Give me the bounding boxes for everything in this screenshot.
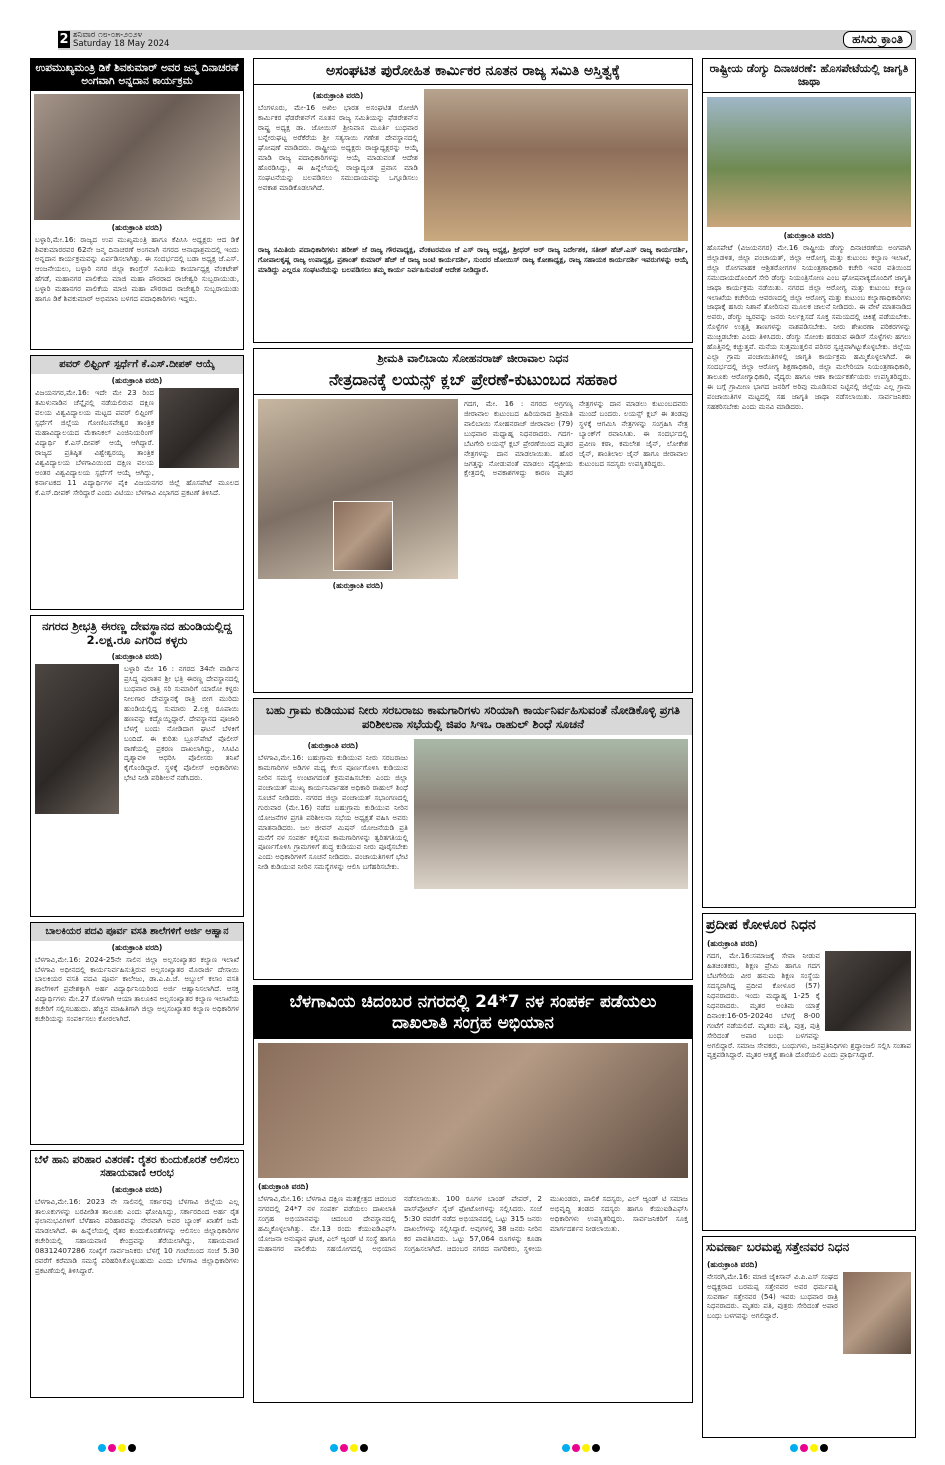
article-dateline: (ಹುರುಕ್ರಾಂತಿ ವರದಿ) bbox=[258, 1182, 309, 1192]
article-eye-donation bbox=[253, 348, 693, 693]
article-water-supply-review bbox=[253, 698, 693, 980]
article-title: ಅಸಂಘಟಿತ ಪುರೋಹಿತ ಕಾರ್ಮಿಕರ ನೂತನ ರಾಜ್ಯ ಸಮಿತಿ ಅಸ್ತಿತ್ವಕ್ಕೆ bbox=[254, 59, 692, 85]
article-photo-wrap bbox=[258, 399, 458, 671]
article-body-text: ವಿಜಯನಗರ,ಮೇ.16: ಇದೇ ಮೇ 23 ರಿಂದ ತಮಿಳುನಾಡಿನ ಚೆನ್ನೈನಲ್ಲಿ ನಡೆಯಲಿರುವ ದಕ್ಷಿಣ ವಲಯ ವಿಶ್ವವಿದ್ಯಾಲಯ ಮಟ್ಟದ ಪವರ್ ಲಿಫ್ಟಿಂಗ್ ಸ್ಪರ್ಧೆಗೆ ಜಿಲ್ಲೆಯ ಗೋಣಿಬಸವೇಶ್ವರ ತಾಂತ್ರಿಕ ಮಹಾವಿದ್ಯಾಲಯದ ಮೆಕಾನಿಕಲ್ ಎಂಜಿನಿಯರಿಂಗ್ ವಿದ್ಯಾರ್ಥಿ ಕೆ.ಎಸ್.ದೀಪಕ್ ಆಯ್ಕೆ ಆಗಿದ್ದಾರೆ. ರಾಜ್ಯದ ಪ್ರತಿಷ್ಠಿತ ವಿಶ್ವೇಶ್ವರಯ್ಯ ತಾಂತ್ರಿಕ ವಿಶ್ವವಿದ್ಯಾಲಯ ಬೆಳಗಾವಿಯಿಂದ ದಕ್ಷಿಣ ವಲಯ ಅಂತರ ವಿಶ್ವವಿದ್ಯಾಲಯ ಸ್ಪರ್ಧೆಗೆ ಆಯ್ಕೆ ಆಗಿದ್ದು, ಕರ್ನಾಟಕದ 11 ವಿದ್ಯಾರ್ಥಿಗಳ ಪೈಕಿ ವಿಜಯನಗರ ಜಿಲ್ಲೆ ಹೊಸಪೇಟೆ ಮೂಲದ ಕೆ.ಎಸ್.ದೀಪಕ್ ಸೇರಿದ್ದಾರೆ ಎಂದು ವಿಟಿಯು ಬೆಳಗಾವಿ ವಿಭಾಗದ ಪ್ರಕಟಣೆ ತಿಳಿಸಿದೆ. bbox=[35, 388, 239, 497]
column-center bbox=[253, 58, 693, 1403]
pradeep-portrait bbox=[825, 951, 911, 1031]
article-body bbox=[703, 951, 915, 1221]
article-suvarna-obituary bbox=[702, 1236, 916, 1438]
article-content bbox=[254, 395, 692, 675]
article-body bbox=[703, 1272, 915, 1432]
article-top bbox=[254, 85, 692, 245]
article-dateline: (ಹುರುಕ್ರಾಂತಿ ವರದಿ) bbox=[707, 1259, 758, 1269]
article-dateline: (ಹುರುಕ್ರಾಂತಿ ವರದಿ) bbox=[307, 741, 359, 751]
section-title: ಹಸಿರು ಕ್ರಾಂತಿ bbox=[843, 31, 912, 48]
article-annadana bbox=[30, 58, 244, 350]
article-title: ಬಾಲಕಿಯರ ಪದವಿ ಪೂರ್ವ ವಸತಿ ಶಾಲೆಗಳಿಗೆ ಅರ್ಜಿ ಆಹ್ವಾನ bbox=[31, 923, 243, 941]
column-right bbox=[702, 58, 916, 1438]
article-body: ಬೆಳಗಾವಿ,ಮೇ.16: 2023 ನೇ ಸಾಲಿನಲ್ಲಿ ಸರ್ಕಾರವು ಬೆಳಗಾವಿ ಜಿಲ್ಲೆಯ ಎಲ್ಲ ತಾಲೂಕುಗಳನ್ನು ಬರಪೀಡಿತ ತಾಲೂಕು ಎಂದು ಘೋಷಿಸಿದ್ದು, ಸರ್ಕಾರದಿಂದ ಅರ್ಹ ರೈತ ಫಲಾನುಭವಿಗಳಿಗೆ ಬೆಳೆಹಾನಿ ಪರಿಹಾರವನ್ನು ನೇರವಾಗಿ ಅವರ ಬ್ಯಾಂಕ್ ಖಾತೆಗೆ ಜಮೆ ಮಾಡಲಾಗಿದೆ. ಈ ಹಿನ್ನೆಲೆಯಲ್ಲಿ ರೈತರ ಕುಂದುಕೊರತೆಗಳನ್ನು ಆಲಿಸಲು ಜಿಲ್ಲಾಧಿಕಾರಿಗಳ ಕಚೇರಿಯಲ್ಲಿ ಸಹಾಯವಾಣಿ ಕೇಂದ್ರವನ್ನು ತೆರೆಯಲಾಗಿದ್ದು, ಸಹಾಯವಾಣಿ 08312407286 ಸಂಖ್ಯೆಗೆ ಸಾರ್ವಜನಿಕರು ಬೆಳಗ್ಗೆ 10 ಗಂಟೆಯಿಂದ ಸಂಜೆ 5.30 ರವರೆಗೆ ಕರೆಮಾಡಿ ಸಮಸ್ಯೆ ಪರಿಹರಿಸಿಕೊಳ್ಳಬಹುದು ಎಂದು ಬೆಳಗಾವಿ ಜಿಲ್ಲಾಧಿಕಾರಿಗಳು ಪ್ರಕಟಣೆಯಲ್ಲಿ ತಿಳಿಸಿದ್ದಾರೆ. bbox=[35, 1196, 239, 1276]
article-dateline: (ಹುರುಕ್ರಾಂತಿ ವರದಿ) bbox=[783, 230, 835, 240]
article-title: ಪ್ರದೀಪ ಕೋಳೂರ ನಿಧನ bbox=[706, 917, 816, 933]
article-temple-theft bbox=[30, 615, 244, 917]
drive-photo bbox=[258, 1043, 688, 1178]
article-purohita-samiti bbox=[253, 58, 693, 343]
article-body: ಹೊಸಪೇಟೆ (ವಿಜಯನಗರ) ಮೇ.16 ರಾಷ್ಟ್ರೀಯ ಡೆಂಗ್ಯು ದಿನಾಚರಣೆಯ ಅಂಗವಾಗಿ ಜಿಲ್ಲಾಡಳಿತ, ಜಿಲ್ಲಾ ಪಂಚಾಯತ್, ಜಿಲ್ಲಾ ಆರೋಗ್ಯ ಮತ್ತು ಕುಟುಂಬ ಕಲ್ಯಾಣ ಇಲಾಖೆ, ಜಿಲ್ಲಾ ರೋಗವಾಹಕ ಆಶ್ರಿತರೋಗಗಳ ನಿಯಂತ್ರಣಾಧಿಕಾರಿ ಕಚೇರಿ ಇವರ ವತಿಯಿಂದ ಸಮುದಾಯದೊಂದಿಗೆ ಸೇರಿ ಡೆಂಗ್ಯು ನಿಯಂತ್ರಿಸೋಣ ಎಂಬ ಘೋಷವಾಕ್ಯದೊಂದಿಗೆ ಜಾಗೃತಿ ಜಾಥಾ ಕಾರ್ಯಕ್ರಮ ನಡೆಯಿತು. ನಗರದ ಜಿಲ್ಲಾ ಆರೋಗ್ಯ ಮತ್ತು ಕುಟುಂಬ ಕಲ್ಯಾಣ ಇಲಾಖೆಯ ಕಚೇರಿಯ ಆವರಣದಲ್ಲಿ ಜಿಲ್ಲಾ ಆರೋಗ್ಯ ಮತ್ತು ಕುಟುಂಬ ಕಲ್ಯಾಣಾಧಿಕಾರಿಗಳು ಜಾಥಾಕ್ಕೆ ಹಸಿರು ನಿಶಾನೆ ತೋರಿಸುವ ಮೂಲಕ ಚಾಲನೆ ನೀಡಿದರು. ಈ ವೇಳೆ ಮಾತನಾಡಿದ ಅವರು, ಡೆಂಗ್ಯು ಜ್ವರವನ್ನು ಜನರು ನಿರ್ಲಕ್ಷಿಸದೆ ಸೂಕ್ತ ಸಮಯದಲ್ಲಿ ಚಿಕಿತ್ಸೆ ಪಡೆಯಬೇಕು. ಸೊಳ್ಳೆಗಳ ಉತ್ಪತ್ತಿ ತಾಣಗಳನ್ನು ನಾಶಪಡಿಸಬೇಕು. ನೀರು ಶೇಖರಣಾ ಪರಿಕರಗಳನ್ನು ಮುಚ್ಚಿಡಬೇಕು ಎಂದು ತಿಳಿಸಿದರು. ಡೆಂಗ್ಯು ಸೋಂಕು ಹರಡುವ ಈಡಿಸ್ ಸೊಳ್ಳೆಗಳು ಹಗಲು ಹೊತ್ತಿನಲ್ಲಿ ಕಚ್ಚುತ್ತವೆ. ಮನೆಯ ಸುತ್ತಮುತ್ತಲಿನ ಪರಿಸರ ಸ್ವಚ್ಛವಾಗಿಟ್ಟುಕೊಳ್ಳಬೇಕು. ಜಿಲ್ಲೆಯ ಎಲ್ಲಾ ಗ್ರಾಮ ಪಂಚಾಯಿತಿಗಳಲ್ಲಿ ಜಾಗೃತಿ ಕಾರ್ಯಕ್ರಮ ಹಮ್ಮಿಕೊಳ್ಳಲಾಗಿದೆ. ಈ ಸಂದರ್ಭದಲ್ಲಿ ಜಿಲ್ಲಾ ಆರೋಗ್ಯ ಶಿಕ್ಷಣಾಧಿಕಾರಿ, ಜಿಲ್ಲಾ ಮಲೇರಿಯಾ ನಿಯಂತ್ರಣಾಧಿಕಾರಿ, ತಾಲೂಕು ಆರೋಗ್ಯಾಧಿಕಾರಿ, ವೈದ್ಯರು ಹಾಗೂ ಆಶಾ ಕಾರ್ಯಕರ್ತೆಯರು ಉಪಸ್ಥಿತರಿದ್ದರು. ಈ ಬಗ್ಗೆ ಗ್ರಾಮೀಣ ಭಾಗದ ಜನರಿಗೆ ಅರಿವು ಮೂಡಿಸುವ ನಿಟ್ಟಿನಲ್ಲಿ ಜಿಲ್ಲೆಯ ಎಲ್ಲ ಗ್ರಾಮ ಪಂಚಾಯಿತಿಗಳ ಮಟ್ಟದಲ್ಲಿ ಸಹ ಜಾಗೃತಿ ಜಾಥಾ ನಡೆಸಲಾಯಿತು. ಸಾರ್ವಜನಿಕರು ಸಹಕರಿಸಬೇಕು ಎಂದು ಮನವಿ ಮಾಡಿದರು. bbox=[707, 242, 911, 411]
article-body-text: ಬಳ್ಳಾರಿ ಮೇ 16 : ನಗರದ 34ನೇ ವಾರ್ಡಿನ ಪ್ರಸಿದ್ಧ ಪುರಾತನ ಶ್ರೀ ಭತ್ರಿ ಈರಣ್ಣ ದೇವಸ್ಥಾನದಲ್ಲಿ ಬುಧವಾರ ರಾತ್ರಿ ಸರಿ ಸುಮಾರಿಗೆ ಯಾರೋ ಕಳ್ಳರು ನೀಲಗಾರ ದೇವಸ್ಥಾನಕ್ಕೆ ರಾತ್ರಿ ಬೀಗ ಮುರಿದು ಹುಂಡಿಯಲ್ಲಿದ್ದ ಸುಮಾರು 2.ಲಕ್ಷ ರೂಪಾಯಿ ಹಣವನ್ನು ಕದ್ದೊಯ್ದಿದ್ದಾರೆ. ದೇವಸ್ಥಾನದ ಪೂಜಾರಿ ಬೆಳಗ್ಗೆ ಬಂದು ನೋಡಿದಾಗ ಘಟನೆ ಬೆಳಕಿಗೆ ಬಂದಿದೆ. ಈ ಕುರಿತು ಬ್ರೂಸ್‌ಪೇಟೆ ಪೊಲೀಸ್ ಠಾಣೆಯಲ್ಲಿ ಪ್ರಕರಣ ದಾಖಲಾಗಿದ್ದು, ಸಿಸಿಟಿವಿ ದೃಶ್ಯಾವಳಿ ಆಧರಿಸಿ ಪೊಲೀಸರು ತನಿಖೆ ಕೈಗೊಂಡಿದ್ದಾರೆ. ಸ್ಥಳಕ್ಕೆ ಪೊಲೀಸ್ ಅಧಿಕಾರಿಗಳು ಭೇಟಿ ನೀಡಿ ಪರಿಶೀಲನೆ ನಡೆಸಿದರು. bbox=[124, 664, 239, 783]
article-girls-hostel bbox=[30, 922, 244, 1145]
article-dateline: (ಹುರುಕ್ರಾಂತಿ ವರದಿ) bbox=[111, 376, 163, 386]
article-body: ಗದಗ, ಮೇ. 16 : ನಗರದ ಅಗ್ರಗಣ್ಯ ಜೀರಾವಾಲ ಕುಟುಂಬದ ಹಿರಿಯರಾದ ಶ್ರೀಮತಿ ವಾಲಿಬಾಯಿ ಸೋಹನರಾಜ್ ಜೀರಾವಾಲ (79) ಬುಧವಾರ ಮಧ್ಯಾಹ್ನ ನಿಧನರಾದರು. ಗದಗ-ಬೆಟಗೇರಿ ಲಯನ್ಸ್ ಕ್ಲಬ್ ಪ್ರೇರಣೆಯಿಂದ ಮೃತರ ನೇತ್ರಗಳನ್ನು ದಾನ ಮಾಡಲಾಯಿತು. ಹೊರ ಜಗತ್ತನ್ನು ನೋಡುವಂತೆ ಮಾಡಲು ವೈದ್ಯಕೀಯ ಕ್ಷೇತ್ರದಲ್ಲಿ ಅವಕಾಶಗಳಿದ್ದು ಕಾರಣ ಮೃತರ ನೇತ್ರಗಳನ್ನು ದಾನ ಮಾಡಲು ಕುಟುಂಬದವರು ಮುಂದೆ ಬಂದರು. ಲಯನ್ಸ್ ಕ್ಲಬ್ ಈ ತಂಡವು ಸ್ಥಳಕ್ಕೆ ಆಗಮಿಸಿ ನೇತ್ರಗಳನ್ನು ಸಂಗ್ರಹಿಸಿ ನೇತ್ರ ಬ್ಯಾಂಕ್‌ಗೆ ರವಾನಿಸಿತು. ಈ ಸಂದರ್ಭದಲ್ಲಿ ಪ್ರವೀಣ ಕಠಾ, ಕಮಲೇಶ ಜೈನ್, ಲೋಕೇಶ ಜೈನ್, ಶಾಂತಿಲಾಲ ಜೈನ್ ಹಾಗೂ ಜೀರಾವಾಲ ಕುಟುಂಬದ ಸದಸ್ಯರು ಉಪಸ್ಥಿತರಿದ್ದರು. bbox=[464, 398, 688, 478]
cctv-photo bbox=[35, 664, 119, 814]
article-title: ನೇತ್ರದಾನಕ್ಕೆ ಲಯನ್ಸ್ ಕ್ಲಬ್ ಪ್ರೇರಣೆ-ಕುಟುಂಬದ ಸಹಕಾರ bbox=[254, 368, 692, 395]
article-body bbox=[31, 664, 243, 922]
article-body: ಬಳ್ಳಾರಿ,ಮೇ.16: ರಾಜ್ಯದ ಉಪ ಮುಖ್ಯಮಂತ್ರಿ ಹಾಗೂ ಕೆಪಿಸಿಸಿ ಅಧ್ಯಕ್ಷರು ಆದ ಡಿಕೆ ಶಿವಕುಮಾರರವರ 62ನೇ ಜನ್ಮ ದಿನಾಚರಣೆ ಅಂಗವಾಗಿ ನಗರದ ಆನಾಥಾಶ್ರಮದಲ್ಲಿ ಇಂದು ಅನ್ನದಾನ ಕಾರ್ಯಕ್ರಮವನ್ನು ಏರ್ಪಡಿಸಲಾಗಿತ್ತು. ಈ ಸಂದರ್ಭದಲ್ಲಿ ಬಡಾ ಅಧ್ಯಕ್ಷ ಜೆ.ಎಸ್. ಆಂಜನೇಯಲು, ಬಳ್ಳಾರಿ ನಗರ ಜಿಲ್ಲಾ ಕಾಂಗ್ರೆಸ್ ಸಮಿತಿಯ ಕಾರ್ಯಾಧ್ಯಕ್ಷ ವೆಂಕಟೇಶ್ ಹೆಗಡೆ, ಮಹಾನಗರ ಪಾಲಿಕೆಯ ಮಾಜಿ ಮಹಾ ಪೌರರಾದ ರಾಜೇಶ್ವರಿ ಸುಬ್ಬರಾಯುಡು, ಬಳ್ಳಾರಿ ಮಹಾನಗರ ಪಾಲಿಕೆಯ ಮಾಜಿ ಮಹಾ ಪೌರರಾದ ರಾಜೇಶ್ವರಿ ಸುಬ್ಬರಾಯುಡು ಹಾಗೂ ಡಿಕೆ ಶಿವಕುಮಾರ್ ಅಭಿಮಾನಿ ಬಳಗದ ಪದಾಧಿಕಾರಿಗಳು ಇದ್ದರು. bbox=[35, 234, 239, 304]
article-title: ಬೆಳೆ ಹಾನಿ ಪರಿಹಾರ ವಿತರಣೆ: ರೈತರ ಕುಂದುಕೊರತೆ ಆಲಿಸಲು ಸಹಾಯವಾಣಿ ಆರಂಭ bbox=[34, 1154, 240, 1179]
article-title: ಉಪಮುಖ್ಯಮಂತ್ರಿ ಡಿಕೆ ಶಿವಕುಮಾರ್ ಅವರ ಜನ್ಮ ದಿನಾಚರಣೆ ಅಂಗವಾಗಿ ಅನ್ನದಾನ ಕಾರ್ಯಕ್ರಮ bbox=[31, 59, 243, 91]
lions-club-photo bbox=[258, 399, 458, 579]
print-registration-marks bbox=[562, 1444, 602, 1455]
article-dengue-day bbox=[702, 58, 916, 908]
article-dateline: (ಹುರುಕ್ರಾಂತಿ ವರದಿ) bbox=[111, 652, 163, 662]
suvarna-portrait bbox=[843, 1272, 911, 1354]
portrait-photo bbox=[159, 388, 239, 468]
article-text-left bbox=[258, 739, 408, 975]
article-body bbox=[31, 388, 243, 610]
awareness-rally-photo bbox=[707, 97, 911, 227]
header-date-kannada: ಶನಿವಾರ ೧೮-೦೫-೨೦೨೪ bbox=[73, 30, 143, 40]
deceased-portrait bbox=[333, 501, 393, 571]
article-title: ಸುವರ್ಣಾ ಬರಮಪ್ಪ ಸತ್ತೇನವರ ನಿಧನ bbox=[706, 1240, 850, 1254]
column-left bbox=[30, 58, 244, 1398]
print-registration-marks bbox=[98, 1444, 138, 1455]
article-title: ರಾಷ್ಟ್ರೀಯ ಡೆಂಗ್ಯು ದಿನಾಚರಣೆ: ಹೊಸಪೇಟೆಯಲ್ಲಿ ಜಾಗೃತಿ ಜಾಥಾ bbox=[703, 59, 915, 93]
header-date-english: Saturday 18 May 2024 bbox=[73, 39, 170, 49]
article-body: ಬೆಳಗಾವಿ,ಮೇ.16: 2024-25ನೇ ಸಾಲಿನ ಜಿಲ್ಲಾ ಅಲ್ಪಸಂಖ್ಯಾತರ ಕಲ್ಯಾಣ ಇಲಾಖೆ ಬೆಳಗಾವಿ ಅಧೀನದಲ್ಲಿ ಕಾರ್ಯನಿರ್ವಹಿಸುತ್ತಿರುವ ಅಲ್ಪಸಂಖ್ಯಾತರ ಮೊರಾರ್ಜಿ ದೇಸಾಯಿ ಬಾಲಕಿಯರ ವಸತಿ ಪದವಿ ಪೂರ್ವ ಕಾಲೇಜು, ಡಾ.ಎ.ಪಿ.ಜೆ. ಅಬ್ದುಲ್ ಕಲಾಂ ವಸತಿ ಶಾಲೆಗಳಿಗೆ ಪ್ರವೇಶಕ್ಕಾಗಿ ಅರ್ಹ ವಿದ್ಯಾರ್ಥಿನಿಯರಿಂದ ಅರ್ಜಿ ಆಹ್ವಾನಿಸಲಾಗಿದೆ. ಆಸಕ್ತ ವಿದ್ಯಾರ್ಥಿಗಳು ಮೇ.27 ರೊಳಗಾಗಿ ಆಯಾ ತಾಲೂಕಿನ ಅಲ್ಪಸಂಖ್ಯಾತರ ಕಲ್ಯಾಣ ಇಲಾಖೆಯ ಕಚೇರಿಗೆ ಸಲ್ಲಿಸಬಹುದು. ಹೆಚ್ಚಿನ ಮಾಹಿತಿಗಾಗಿ ಜಿಲ್ಲಾ ಅಲ್ಪಸಂಖ್ಯಾತರ ಕಲ್ಯಾಣ ಅಧಿಕಾರಿಗಳ ಕಚೇರಿಯನ್ನು ಸಂಪರ್ಕಿಸಲು ಕೋರಲಾಗಿದೆ. bbox=[35, 954, 239, 1024]
article-dateline: (ಹುರುಕ್ರಾಂತಿ ವರದಿ) bbox=[312, 91, 364, 101]
article-pradeep-obituary bbox=[702, 913, 916, 1231]
article-dateline: (ಹುರುಕ್ರಾಂತಿ ವರದಿ) bbox=[111, 942, 163, 952]
article-water-connection-drive bbox=[253, 985, 693, 1403]
header-bar bbox=[58, 30, 916, 50]
print-registration-marks bbox=[330, 1444, 370, 1455]
article-subtitle: ಶ್ರೀಮತಿ ವಾಲಿಬಾಯಿ ಸೋಹನರಾಜ್ ಜೀರಾವಾಲ ನಿಧನ bbox=[377, 352, 569, 365]
article-body-text: ಗದಗ, ಮೇ.16:ಸಮಾಜಕ್ಕೆ ಸೇವಾ ನೀಡುವ ಹಿತಚಿಂತಕರು, ಶಿಕ್ಷಣ ಪ್ರೇಮಿ ಹಾಗೂ ಗದಗ ಬೆಟಗೇರಿಯ ವೀರ ಹನುಮ ಶಿಕ್ಷಣ ಸಂಸ್ಥೆಯ ಸದಸ್ಯರಾಗಿದ್ದ ಪ್ರದೀಪ ಕೋಳೂರ (57) ನಿಧನರಾದರು. ಇಂದು ಮಧ್ಯಾಹ್ನ 1-25 ಕ್ಕೆ ನಿಧನರಾದರು. ಮೃತರ ಅಂತಿಮ ಯಾತ್ರೆ ದಿನಾಂಕ:16-05-2024ರ ಬೆಳಗ್ಗೆ 8-00 ಗಂಟೆಗೆ ನಡೆಯಲಿದೆ. ಮೃತರು ಪತ್ನಿ, ಪುತ್ರ, ಪುತ್ರಿ ಸೇರಿದಂತೆ ಅಪಾರ ಬಂಧು ಬಳಗವನ್ನು ಅಗಲಿದ್ದಾರೆ. ಸಮಾಜ ಸೇವಕರು, ಬಂಧುಗಳು, ಜನಪ್ರತಿನಿಧಿಗಳು ಶ್ರದ್ಧಾಂಜಲಿ ಸಲ್ಲಿಸಿ ಸಂತಾಪ ವ್ಯಕ್ತಪಡಿಸಿದ್ದಾರೆ. ಮೃತರ ಆತ್ಮಕ್ಕೆ ಶಾಂತಿ ದೊರೆಯಲಿ ಎಂದು ಪ್ರಾರ್ಥಿಸಿದ್ದಾರೆ. bbox=[707, 951, 911, 1060]
article-photo bbox=[34, 94, 240, 220]
print-registration-marks bbox=[790, 1444, 830, 1455]
article-crop-loss-helpline bbox=[30, 1150, 244, 1398]
article-title: ನಗರದ ಶ್ರೀಭತ್ರಿ ಈರಣ್ಣ ದೇವಸ್ಥಾನದ ಹುಂಡಿಯಲ್ಲಿದ್ದ 2.ಲಕ್ಷ.ರೂ ಎಗರಿದ ಕಳ್ಳರು bbox=[42, 619, 232, 648]
article-title: ಬಹು ಗ್ರಾಮ ಕುಡಿಯುವ ನೀರು ಸರಬರಾಜು ಕಾಮಗಾರಿಗಳು ಸರಿಯಾಗಿ ಕಾರ್ಯನಿರ್ವಹಿಸುವಂತೆ ನೋಡಿಕೊಳ್ಳಿ ಪ್ರಗತಿ ಪರಿಶೀಲನಾ ಸಭೆಯಲ್ಲಿ ಜಿಪಂ ಸಿಇಒ ರಾಹುಲ್ ಶಿಂಧೆ ಸೂಚನೆ bbox=[254, 699, 692, 735]
article-dateline: (ಹುರುಕ್ರಾಂತಿ ವರದಿ) bbox=[111, 222, 163, 232]
article-top-text bbox=[258, 89, 418, 241]
article-content bbox=[254, 735, 692, 979]
article-body-text: ನೇಸರಗಿ,ಮೇ.16: ಮಾಜಿ ಜೈಕಿಸಾನ್ ವಿ.ಪಿ.ಎಸ್ ಸಂಘದ ಅಧ್ಯಕ್ಷರಾದ ಬರಮಪ್ಪ ಸತ್ತೇನವರ ಅವರ ಧರ್ಮಪತ್ನಿ ಸುವರ್ಣಾ ಸತ್ತೇನವರ (54) ಇವರು ಬುಧವಾರ ರಾತ್ರಿ ನಿಧನರಾದರು. ಮೃತರು ಪತಿ, ಪುತ್ರರು ಸೇರಿದಂತೆ ಅಪಾರ ಬಂಧು ಬಳಗವನ್ನು ಅಗಲಿದ್ದಾರೆ. bbox=[707, 1271, 838, 1321]
meeting-photo bbox=[414, 739, 688, 889]
article-body: ಬೆಳಗಾವಿ,ಮೇ.16: ಬೆಳಗಾವಿ ದಕ್ಷಿಣ ಮತಕ್ಷೇತ್ರದ ಚಿದಂಬರ ನಗರದಲ್ಲಿ 24*7 ನಳ ಸಂಪರ್ಕ ಪಡೆಯಲು ದಾಖಲಾತಿ ಸಂಗ್ರಹ ಅಭಿಯಾನವನ್ನು ಚಿದಂಬರ ದೇವಸ್ಥಾನದಲ್ಲಿ ಹಮ್ಮಿಕೊಳ್ಳಲಾಗಿತ್ತು. ಮೇ.13 ರಂದು ಕೆಯುಐಡಿಎಫ್‌ಸಿ ಯೋಜನಾ ಅನುಷ್ಠಾನ ಘಟಕ, ಎಲ್ ಆ್ಯಂಡ್ ಟಿ ಸಂಸ್ಥೆ ಹಾಗೂ ಮಹಾನಗರ ಪಾಲಿಕೆಯ ಸಹಯೋಗದಲ್ಲಿ ಅಭಿಯಾನ ನಡೆಸಲಾಯಿತು. 100 ರೂಗಳ ಬಾಂಡ್ ಪೇಪರ್, 2 ಪಾಸ್‌ಪೋರ್ಟ್ ಸೈಜ್ ಫೋಟೋಗಳನ್ನು ಸಲ್ಲಿಸಿದರು. ಸಂಜೆ 5:30 ರವರೆಗೆ ನಡೆದ ಅಭಿಯಾನದಲ್ಲಿ ಒಟ್ಟು 315 ಜನರು ದಾಖಲೆಗಳನ್ನು ಸಲ್ಲಿಸಿದ್ದಾರೆ. ಅವುಗಳಲ್ಲಿ 38 ಜನರು ನೀರಿನ ಕರ ಪಾವತಿಸಿದರು. ಒಟ್ಟು 57,064 ರೂಗಳನ್ನು ಕೂಡಾ ಸಂಗ್ರಹಿಸಲಾಗಿದೆ. ಚಿದಂಬರ ನಗರದ ನಾಗರಿಕರು, ಸ್ಥಳೀಯ ಮುಖಂಡರು, ಪಾಲಿಕೆ ಸದಸ್ಯರು, ಎಲ್ ಆ್ಯಂಡ್ ಟಿ ಸಮಾಜ ಅಭಿವೃದ್ಧಿ ತಂಡದ ಸದಸ್ಯರು ಹಾಗೂ ಕೆಯುಐಡಿಎಫ್‌ಸಿ ಅಧಿಕಾರಿಗಳು ಉಪಸ್ಥಿತರಿದ್ದರು. ಸಾರ್ವಜನಿಕರಿಗೆ ಸೂಕ್ತ ಮಾರ್ಗದರ್ಶನ ನೀಡಲಾಯಿತು. bbox=[258, 1194, 688, 1254]
article-title: ಬೆಳಗಾವಿಯ ಚಿದಂಬರ ನಗರದಲ್ಲಿ 24*7 ನಳ ಸಂಪರ್ಕ ಪಡೆಯಲು ದಾಖಲಾತಿ ಸಂಗ್ರಹ ಅಭಿಯಾನ bbox=[254, 986, 692, 1039]
article-power-lifting bbox=[30, 355, 244, 610]
article-dateline: (ಹುರುಕ್ರಾಂತಿ ವರದಿ) bbox=[111, 1184, 163, 1194]
photo-caption: ರಾಜ್ಯ ಸಮಿತಿಯ ಪದಾಧಿಕಾರಿಗಳು: ಹರೀಶ್ ಜೆ ರಾಜ್ಯ ಗೌರವಾಧ್ಯಕ್ಷ, ವೆಂಕಟರಮಣ ಜೆ ಎಸ್ ರಾಜ್ಯ ಅಧ್ಯಕ್ಷ, ಶ್ರೀಧರ್ ಅರ್ ರಾಜ್ಯ ನಿರ್ದೇಶಕ, ಸತೀಶ್ ಹೆಚ್.ಎಸ್ ರಾಜ್ಯ ಕಾರ್ಯದರ್ಶಿ, ಗೋಪಾಲಕೃಷ್ಣ ರಾಜ್ಯ ಉಪಾಧ್ಯಕ್ಷ, ಪ್ರಶಾಂತ್ ಕುಮಾರ್ ಹೆಚ್ ಜೆ ರಾಜ್ಯ ಜಂಟಿ ಕಾರ್ಯದರ್ಶಿ, ಸುಂದರ ಜೋಯಿಸ್ ರಾಜ್ಯ ಕೋಶಾಧ್ಯಕ್ಷ, ರಾಜ್ಯ ಸಹಾಯಕ ಕಾರ್ಯದರ್ಶಿ ಇವರುಗಳನ್ನು ಆಯ್ಕೆ ಮಾಡಿದ್ದು ಎಲ್ಲರೂ ಸಂಘಟನೆಯನ್ನು ಬಲಪಡಿಸಲು ತಮ್ಮ ಕಾರ್ಯ ನಿರ್ವಹಿಸುವಂತೆ ಆದೇಶ ನೀಡಿದ್ದಾರೆ. bbox=[258, 245, 688, 274]
article-dateline: (ಹುರುಕ್ರಾಂತಿ ವರದಿ) bbox=[707, 939, 758, 949]
article-dateline: (ಹುರುಕ್ರಾಂತಿ ವರದಿ) bbox=[332, 580, 384, 590]
header-date bbox=[73, 31, 169, 49]
article-body: ಬೆಂಗಳೂರು, ಮೇ-16 ಅಖಿಲ ಭಾರತ ಅಸಂಘಟಿತ ರೋಜಿಗಿ ಕಾರ್ಮಿಕರ ಫೆಡರೇಶನ್‌ಗೆ ನೂತನ ರಾಜ್ಯ ಸಮಿತಿಯನ್ನು ಫೆಡರೇಶನ್‌ನ ರಾಷ್ಟ್ರ ಅಧ್ಯಕ್ಷ ಡಾ. ಜೋಯಿಸ್ ಶ್ರೀನಿವಾಸ ಮೂರ್ತಿ ಬುಧವಾರ ಬನ್ನೇರುಘಟ್ಟ ಅರೆಕೆರೆಯ ಶ್ರೀ ಸತ್ಯಸಾಯಿ ಗಣೇಶ ದೇವಸ್ಥಾನದಲ್ಲಿ ಘೋಷಣೆ ಮಾಡಿದರು. ರಾಷ್ಟ್ರೀಯ ಅಧ್ಯಕ್ಷರು ರಾಜ್ಯಾಧ್ಯಕ್ಷರನ್ನು ಆಯ್ಕೆ ಮಾಡಿ ರಾಜ್ಯ ಪದಾಧಿಕಾರಿಗಳನ್ನು ಆಯ್ಕೆ ಮಾಡುವಂತೆ ಆದೇಶ ಹೊರಡಿಸಿದ್ದು, ಈ ಹಿನ್ನೆಲೆಯಲ್ಲಿ ರಾಜ್ಯಾದ್ಯಂತ ಪ್ರವಾಸ ಮಾಡಿ ಸಂಘಟನೆಯನ್ನು ಬಲಪಡಿಸಲು ಸಮುದಾಯವನ್ನು ಒಗ್ಗೂಡಿಸಲು ಅವಕಾಶ ಮಾಡಿಕೊಡಲಾಗಿದೆ. bbox=[258, 103, 418, 192]
page-number: 2 bbox=[59, 32, 69, 47]
article-title: ಪವರ್ ಲಿಫ್ಟಿಂಗ್ ಸ್ಪರ್ಧೆಗೆ ಕೆ.ಎಸ್.ದೀಪಕ್ ಆಯ್ಕೆ bbox=[31, 356, 243, 374]
group-photo bbox=[424, 89, 688, 241]
article-body: ಬೆಳಗಾವಿ,ಮೇ.16: ಬಹುಗ್ರಾಮ ಕುಡಿಯುವ ನೀರು ಸರಬರಾಜು ಕಾಮಗಾರಿಗಳ ಅಡಿಗಳ ಮಧ್ಯ ಕೆಲಸ ಪೂರ್ಣಗೊಳಿಸಿ ಕುಡಿಯುವ ನೀರಿನ ಸಮಸ್ಯೆ ಉಂಟಾಗದಂತೆ ಕ್ರಮವಹಿಸಬೇಕು ಎಂದು ಜಿಲ್ಲಾ ಪಂಚಾಯತ್ ಮುಖ್ಯ ಕಾರ್ಯನಿರ್ವಾಹಕ ಅಧಿಕಾರಿ ರಾಹುಲ್ ಶಿಂಧೆ ಸೂಚನೆ ನೀಡಿದರು. ನಗರದ ಜಿಲ್ಲಾ ಪಂಚಾಯತ್ ಸಭಾಂಗಣದಲ್ಲಿ ಗುರುವಾರ (ಮೇ.16) ನಡೆದ ಬಹುಗ್ರಾಮ ಕುಡಿಯುವ ನೀರಿನ ಯೋಜನೆಗಳ ಪ್ರಗತಿ ಪರಿಶೀಲನಾ ಸಭೆಯ ಅಧ್ಯಕ್ಷತೆ ವಹಿಸಿ ಅವರು ಮಾತನಾಡಿದರು. ಜಲ ಜೀವನ್ ಮಿಷನ್ ಯೋಜನೆಯಡಿ ಪ್ರತಿ ಮನೆಗೆ ನಳ ಸಂಪರ್ಕ ಕಲ್ಪಿಸುವ ಕಾಮಗಾರಿಗಳನ್ನು ತ್ವರಿತಗತಿಯಲ್ಲಿ ಪೂರ್ಣಗೊಳಿಸಿ ಗ್ರಾಮಗಳಿಗೆ ಶುದ್ಧ ಕುಡಿಯುವ ನೀರು ಪೂರೈಸಬೇಕು ಎಂದು ಅಧಿಕಾರಿಗಳಿಗೆ ಸೂಚನೆ ನೀಡಿದರು. ಪಂಚಾಯತಿಗಳಿಗೆ ಭೇಟಿ ನೀಡಿ ಕುಡಿಯುವ ನೀರಿನ ಸಮಸ್ಯೆಗಳನ್ನು ಆಲಿಸಿ ಬಗೆಹರಿಸಬೇಕು. bbox=[258, 753, 408, 872]
